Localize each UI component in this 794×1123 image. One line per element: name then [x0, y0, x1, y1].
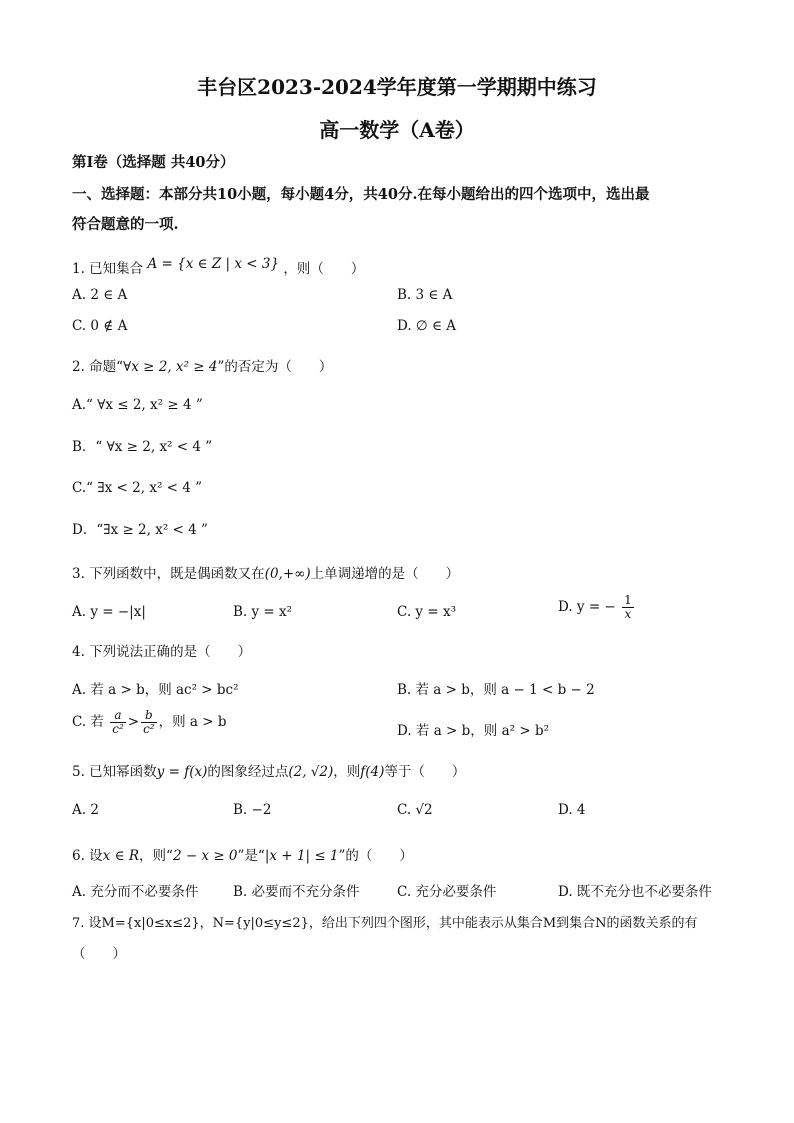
q4-frac-b	[141, 709, 157, 736]
part-heading: 第I卷（选择题 共40分）	[72, 154, 235, 171]
question-5-text: 5. 已知幂函数	[72, 764, 157, 780]
question-6-math-3: |x + 1| ≤ 1	[264, 848, 339, 864]
question-2-stem	[72, 355, 332, 375]
q1-option-b: B. 3 ∈ A	[397, 287, 453, 303]
question-6-math-1: x ∈ R	[102, 848, 140, 864]
q4-frac-a-den: c²	[112, 722, 124, 736]
question-5-stem	[72, 760, 465, 780]
question-1-math: A = {x ∈ Z | x < 3}	[147, 256, 280, 272]
question-3-stem	[72, 562, 459, 582]
q4-option-a: A. 若 a > b，则 ac² > bc²	[72, 682, 239, 698]
instructions-line-1: 一、选择题：本部分共10小题，每小题4分，共40分.在每小题给出的四个选项中，选出最	[72, 186, 650, 203]
question-5-tail: 等于（ ）	[384, 764, 466, 780]
question-6-tail: ”的（ ）	[338, 848, 413, 864]
q3-option-d	[558, 594, 636, 621]
q4-option-c	[72, 709, 227, 736]
q5-option-c: C. √2	[397, 802, 433, 818]
q4-frac-a-num: a	[110, 709, 126, 723]
q2-option-c: C.“ ∃x < 2, x² < 4 ”	[72, 480, 203, 496]
q3-option-a: A. y = −|x|	[72, 604, 146, 620]
q2-option-b: B．“ ∀x ≥ 2, x² < 4 ”	[72, 439, 213, 455]
question-1-text: 1. 已知集合	[72, 261, 144, 277]
q5-option-b: B. −2	[233, 802, 272, 818]
question-2-math: ∀x ≥ 2, x² ≥ 4	[123, 359, 218, 375]
q1-option-d: D. ∅ ∈ A	[397, 318, 457, 334]
q4-frac-b-num: b	[141, 709, 157, 723]
question-6-math-2: 2 − x ≥ 0	[172, 848, 238, 864]
q5-option-a: A. 2	[72, 802, 99, 818]
q6-option-d: D. 既不充分也不必要条件	[558, 884, 712, 900]
question-5-math-3: f(4)	[360, 764, 385, 780]
question-6-text: 6. 设	[72, 848, 103, 864]
q3-option-b: B. y = x²	[233, 604, 293, 620]
q5-option-d: D. 4	[558, 802, 586, 818]
question-7-paren: （ ）	[72, 946, 126, 962]
q6-option-c: C. 充分必要条件	[397, 884, 497, 900]
q4-option-b: B. 若 a > b，则 a − 1 < b − 2	[397, 682, 595, 698]
q1-option-c: C. 0 ∉ A	[72, 318, 128, 334]
question-5-mid-2: ，则	[333, 764, 361, 780]
q3-option-d-label: D. y = −	[558, 599, 616, 615]
question-3-text: 3. 下列函数中，既是偶函数又在	[72, 566, 265, 582]
q3-frac-den: x	[624, 607, 632, 621]
exam-subtitle: 高一数学（A卷）	[319, 118, 475, 142]
q2-option-a: A.“ ∀x ≤ 2, x² ≥ 4 ”	[72, 397, 203, 413]
q2-option-d: D．“∃x ≥ 2, x² < 4 ”	[72, 522, 208, 538]
q3-option-d-fraction	[622, 594, 634, 621]
exam-title: 丰台区2023-2024学年度第一学期期中练习	[197, 75, 597, 99]
question-6-mid-2: ”是“	[237, 848, 265, 864]
q4-option-c-tail: ，则 a > b	[158, 714, 227, 730]
question-2-text: 2. 命题“	[72, 359, 124, 375]
q4-frac-b-den: c²	[143, 722, 155, 736]
q4-gt-sign: >	[127, 714, 140, 730]
q4-option-c-label: C. 若	[72, 714, 104, 730]
q4-frac-a	[110, 709, 126, 736]
q4-option-d: D. 若 a > b，则 a² > b²	[397, 723, 550, 739]
question-3-tail: 上单调递增的是（ ）	[310, 566, 460, 582]
q6-option-a: A. 充分而不必要条件	[72, 884, 199, 900]
question-5-math-1: y = f(x)	[156, 764, 208, 780]
q6-option-b: B. 必要而不充分条件	[233, 884, 360, 900]
q3-frac-num: 1	[624, 593, 632, 607]
question-1-tail: ，则（ ）	[283, 261, 365, 277]
instructions-line-2: 符合题意的一项.	[72, 216, 179, 233]
q1-option-a: A. 2 ∈ A	[72, 287, 128, 303]
question-3-math: (0,+∞)	[264, 566, 311, 582]
question-4-stem: 4. 下列说法正确的是（ ）	[72, 644, 252, 660]
question-5-math-2: (2, √2)	[288, 764, 334, 780]
question-6-mid: ，则“	[139, 848, 173, 864]
q3-option-c: C. y = x³	[397, 604, 456, 620]
question-7-stem: 7. 设M={x|0≤x≤2}，N={y|0≤y≤2}，给出下列四个图形，其中能表示从集合M到集合N的函数关系的有	[72, 916, 698, 931]
question-6-stem	[72, 844, 413, 864]
question-2-tail: ”的否定为（ ）	[217, 359, 333, 375]
question-5-mid: 的图象经过点	[207, 764, 289, 780]
question-1-stem	[72, 257, 364, 277]
